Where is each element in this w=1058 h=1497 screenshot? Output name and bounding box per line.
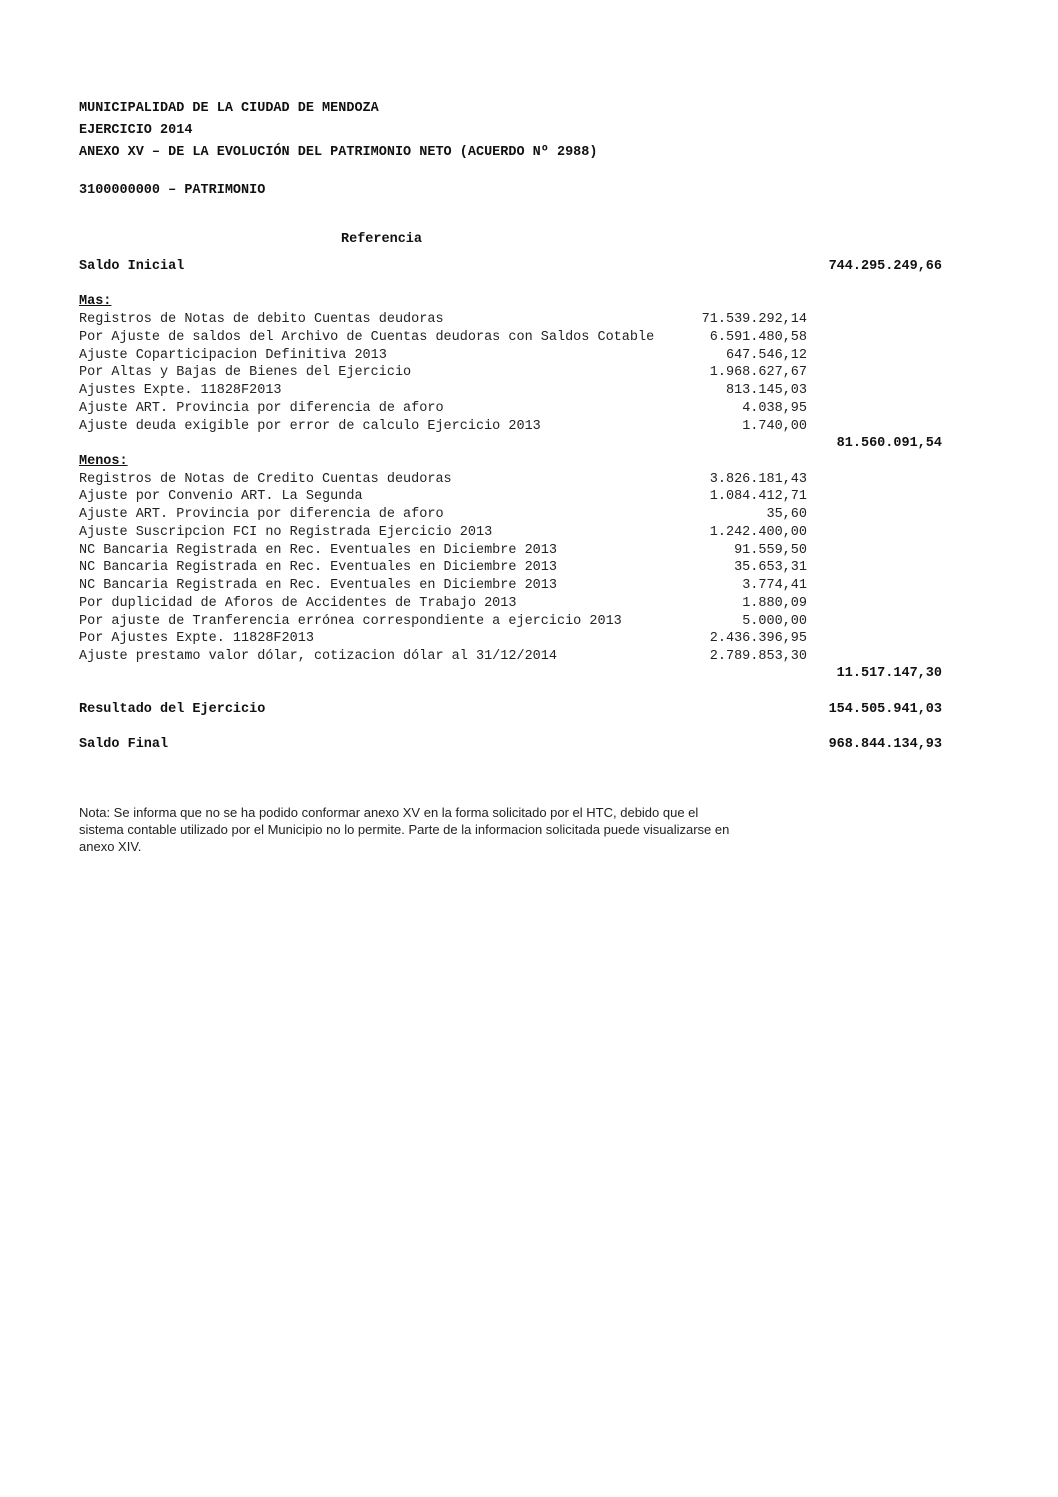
footnote: Nota: Se informa que no se ha podido conformar anexo XV en la forma solicitado por el HTC, debido que el sistema contable utilizado por el Municipio no lo permite. Parte de la informacion solicitada puede visualizarse en anexo XIV.	[79, 805, 730, 854]
saldo-final-value: 968.844.134,93	[828, 737, 942, 752]
mas-item-value: 647.546,12	[725, 348, 807, 363]
menos-item-value: 2.436.396,95	[709, 631, 807, 646]
municipality-title: MUNICIPALIDAD DE LA CIUDAD DE MENDOZA	[79, 101, 379, 116]
menos-item-label: Por Ajustes Expte. 11828F2013	[79, 631, 314, 646]
menos-item-value: 1.880,09	[742, 596, 807, 611]
menos-item-value: 5.000,00	[742, 614, 807, 629]
mas-item-value: 6.591.480,58	[709, 330, 807, 345]
mas-item-label: Por Ajuste de saldos del Archivo de Cuentas deudoras con Saldos Cotable	[79, 330, 655, 345]
mas-total: 81.560.091,54	[836, 436, 942, 451]
account-title: 3100000000 – PATRIMONIO	[79, 183, 266, 198]
resultado-label: Resultado del Ejercicio	[79, 702, 266, 717]
menos-total: 11.517.147,30	[836, 666, 942, 681]
mas-item-value: 813.145,03	[725, 383, 807, 398]
menos-item-label: NC Bancaria Registrada en Rec. Eventuales en Diciembre 2013	[79, 560, 557, 575]
menos-item-label: NC Bancaria Registrada en Rec. Eventuales en Diciembre 2013	[79, 543, 557, 558]
menos-item-value: 91.559,50	[734, 543, 807, 558]
menos-item-value: 3.826.181,43	[709, 472, 807, 487]
mas-item-value: 4.038,95	[742, 401, 807, 416]
mas-item-label: Ajuste Coparticipacion Definitiva 2013	[79, 348, 387, 363]
saldo-inicial-label: Saldo Inicial	[79, 259, 185, 274]
menos-item-value: 1.084.412,71	[709, 489, 807, 504]
mas-item-value: 1.740,00	[742, 419, 807, 434]
saldo-inicial-value: 744.295.249,66	[828, 259, 942, 274]
mas-item-label: Por Altas y Bajas de Bienes del Ejercicio	[79, 365, 412, 380]
menos-item-label: Por ajuste de Tranferencia errónea correspondiente a ejercicio 2013	[79, 614, 622, 629]
mas-item-value: 1.968.627,67	[709, 365, 807, 380]
mas-heading: Mas:	[79, 294, 112, 309]
menos-item-label: Ajuste prestamo valor dólar, cotizacion dólar al 31/12/2014	[79, 649, 557, 664]
mas-item-label: Registros de Notas de debito Cuentas deudoras	[79, 312, 444, 327]
mas-item-label: Ajustes Expte. 11828F2013	[79, 383, 282, 398]
menos-item-label: Por duplicidad de Aforos de Accidentes de Trabajo 2013	[79, 596, 517, 611]
column-header-referencia: Referencia	[341, 232, 423, 247]
menos-item-value: 1.242.400,00	[709, 525, 807, 540]
menos-item-label: Ajuste ART. Provincia por diferencia de aforo	[79, 507, 444, 522]
mas-item-label: Ajuste deuda exigible por error de calculo Ejercicio 2013	[79, 419, 541, 434]
menos-item-label: NC Bancaria Registrada en Rec. Eventuales en Diciembre 2013	[79, 578, 557, 593]
resultado-value: 154.505.941,03	[828, 702, 942, 717]
fiscal-year-title: EJERCICIO 2014	[79, 123, 193, 138]
menos-item-value: 35.653,31	[734, 560, 807, 575]
menos-item-label: Ajuste por Convenio ART. La Segunda	[79, 489, 363, 504]
saldo-final-label: Saldo Final	[79, 737, 169, 752]
menos-item-value: 2.789.853,30	[709, 649, 807, 664]
menos-item-value: 35,60	[766, 507, 807, 522]
menos-item-value: 3.774,41	[742, 578, 807, 593]
annex-title: ANEXO XV – DE LA EVOLUCIÓN DEL PATRIMONIO NETO (ACUERDO Nº 2988)	[79, 145, 598, 160]
menos-item-label: Ajuste Suscripcion FCI no Registrada Ejercicio 2013	[79, 525, 493, 540]
mas-item-label: Ajuste ART. Provincia por diferencia de aforo	[79, 401, 444, 416]
mas-item-value: 71.539.292,14	[701, 312, 807, 327]
menos-item-label: Registros de Notas de Credito Cuentas deudoras	[79, 472, 452, 487]
menos-heading: Menos:	[79, 454, 128, 469]
